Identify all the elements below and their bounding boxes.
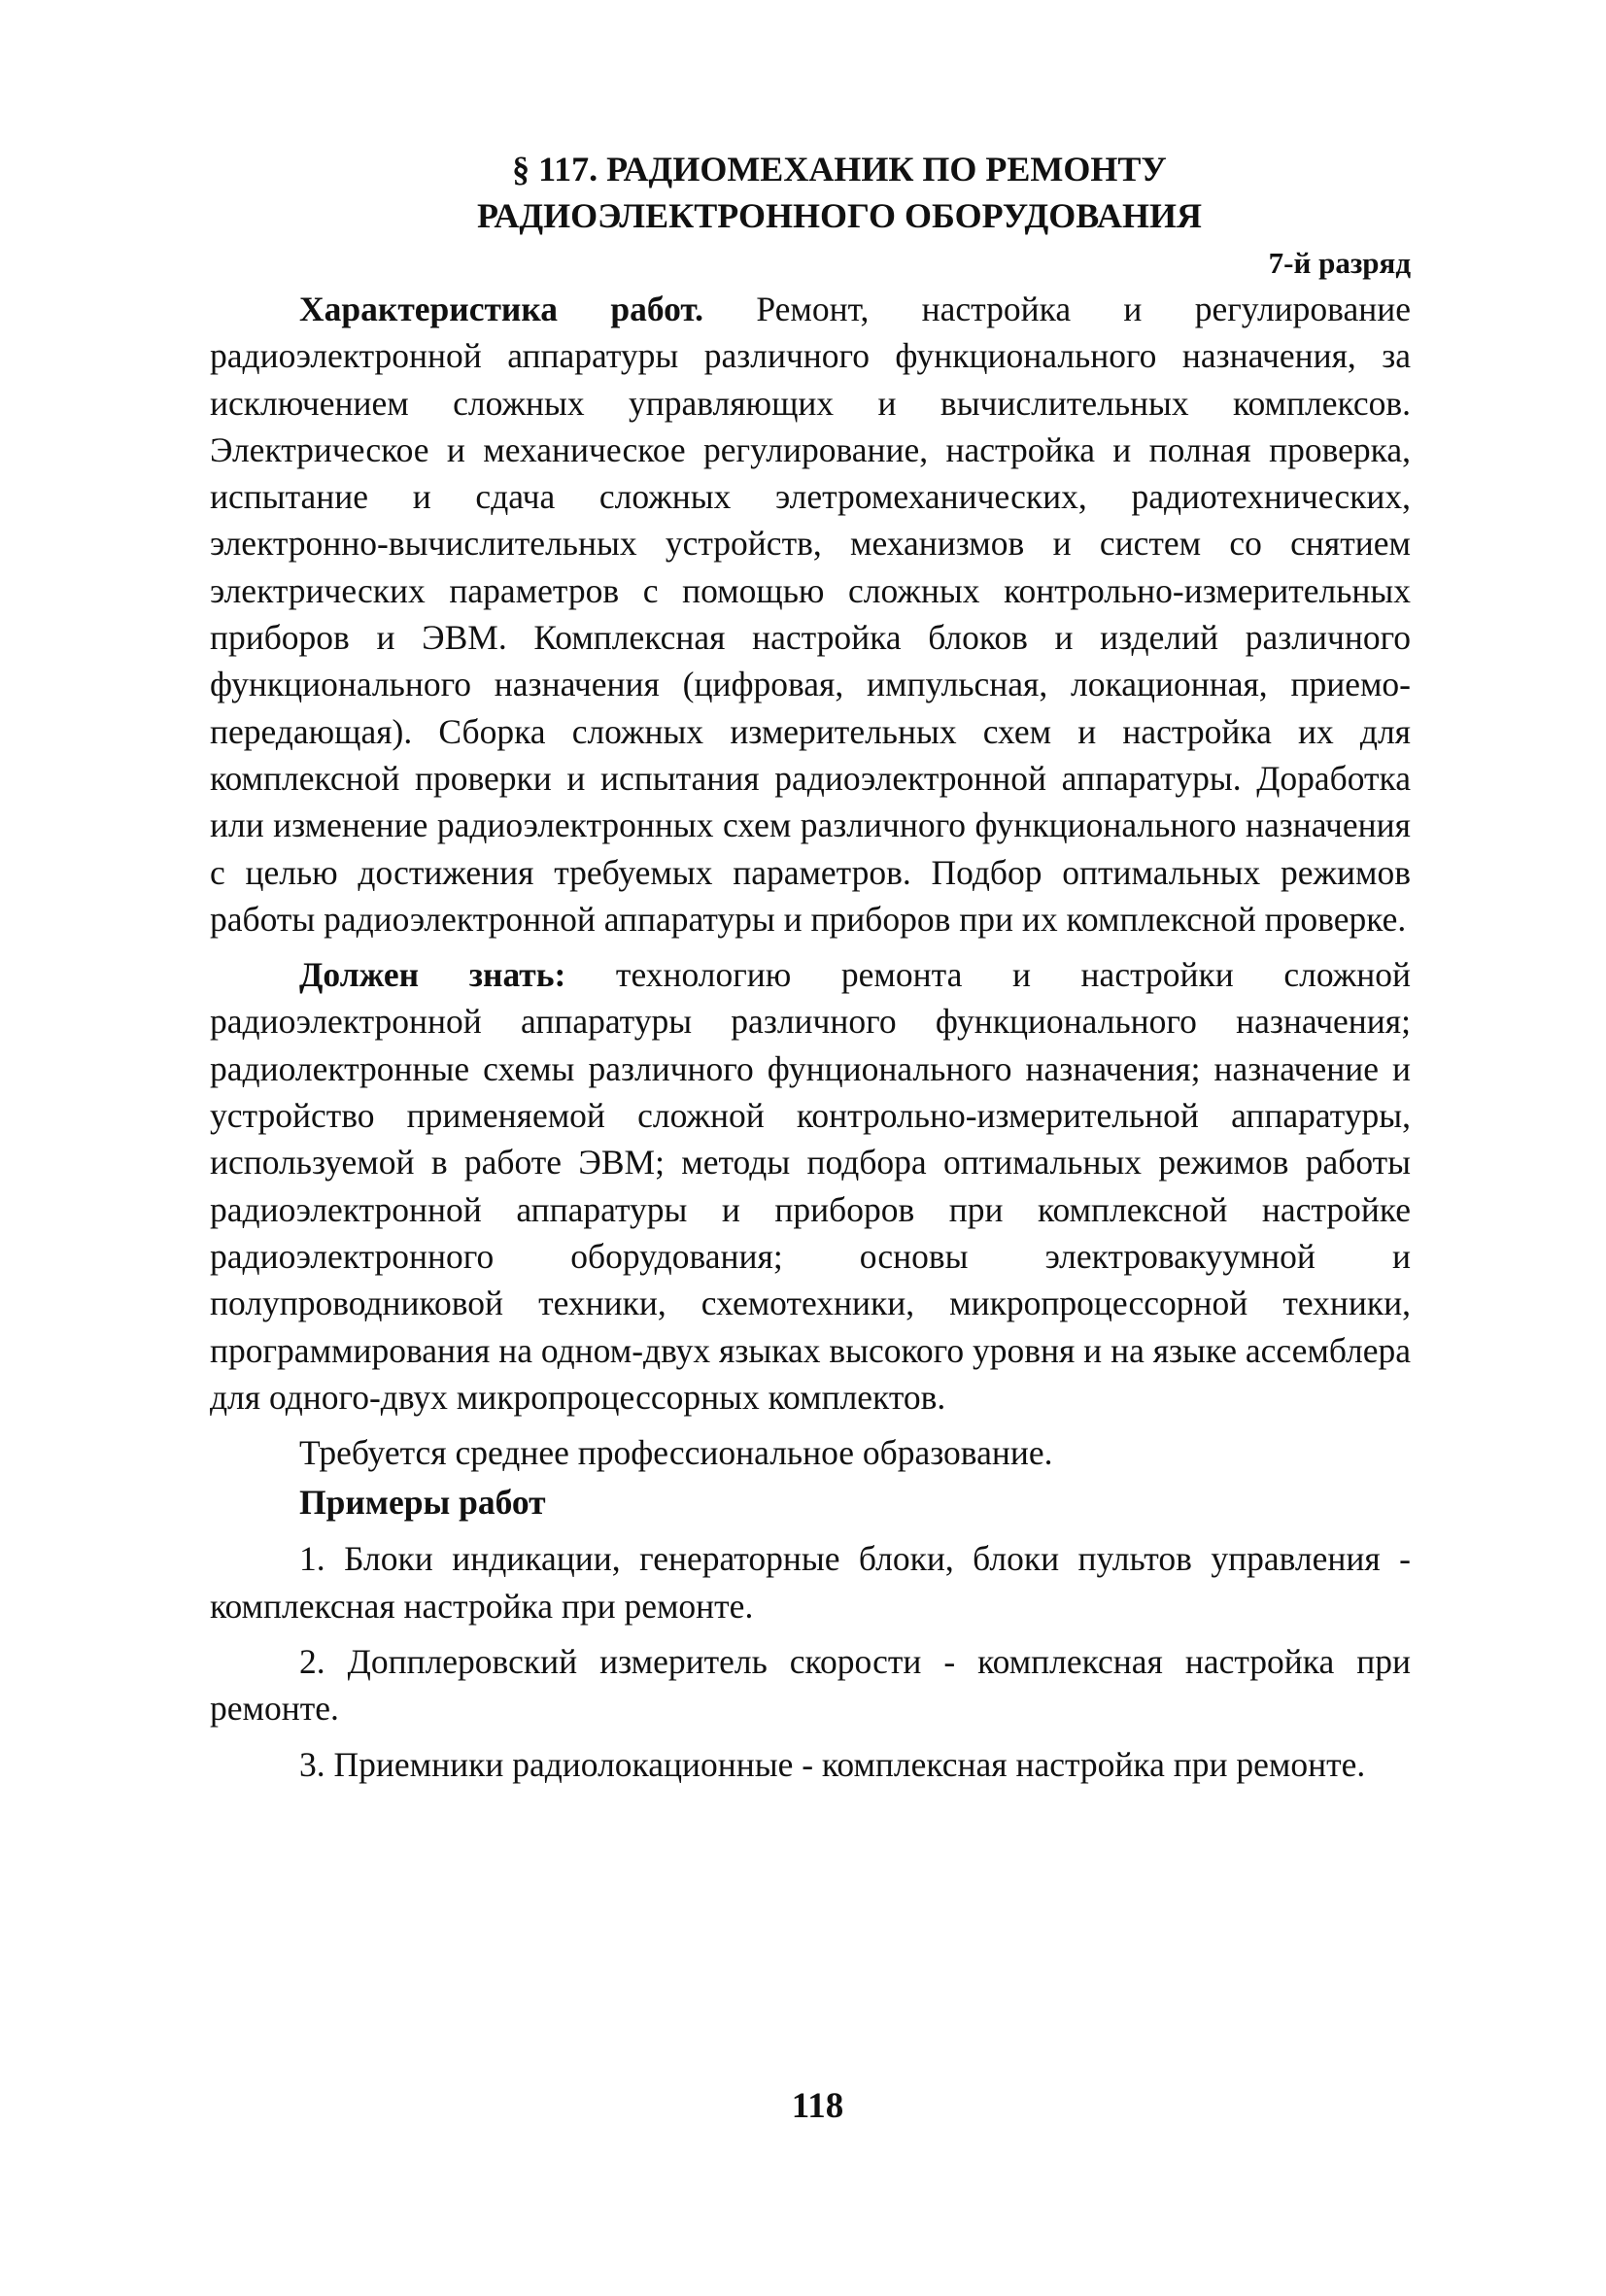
section-heading-line-2: РАДИОЭЛЕКТРОННОГО ОБОРУДОВАНИЯ bbox=[477, 196, 1202, 235]
education-paragraph: Требуется среднее профессиональное образование. bbox=[299, 1433, 1053, 1473]
characteristics-lead: Характеристика работ. bbox=[299, 290, 704, 328]
section-heading bbox=[210, 146, 1411, 239]
characteristics-text: Ремонт, настройка и регулирование радиоэлектронной аппаратуры различного функционального назначения, за исключением сложных управляющих и вычислительных комплексов. Электрическое и механическое регулирование, настройка и полная проверка, испытание и сдача сложных элетромеханических, радиотехнических, электронно-вычислительных устройств, механизмов и систем со снятием электрических параметров с помощью сложных контрольно-измерительных приборов и ЭВМ. Комплексная настройка блоков и изделий различного функционального назначения (цифровая, импульсная, локационная, приемо-передающая). Сборка сложных измерительных схем и настройка их для комплексной проверки и испытания радиоэлектронной аппаратуры. Доработка или изменение радиоэлектронных схем различного функционального назначения с целью достижения требуемых параметров. Подбор оптимальных режимов работы радиоэлектронной аппаратуры и приборов при их комплексной проверке. bbox=[210, 290, 1411, 939]
example-item: 2. Допплеровский измеритель скорости - комплексная настройка при ремонте. bbox=[210, 1642, 1411, 1729]
grade-label: 7-й разряд bbox=[1268, 246, 1411, 280]
example-item: 3. Приемники радиолокационные - комплексная настройка при ремонте. bbox=[299, 1744, 1366, 1784]
examples-heading: Примеры работ bbox=[299, 1483, 546, 1523]
knowledge-lead: Должен знать: bbox=[299, 955, 566, 995]
knowledge-text: технологию ремонта и настройки сложной радиоэлектронной аппаратуры различного функционального назначения; радиолектронные схемы различного фунционального назначения; назначение и устройство применяемой сложной контрольно-измерительной аппаратуры, используемой в работе ЭВМ; методы подбора оптимальных режимов работы радиоэлектронной аппаратуры и приборов при комплексной настройке радиоэлектронного оборудования; основы электровакуумной и полупроводниковой техники, схемотехники, микропроцессорной техники, программирования на одном-двух языках высокого уровня и на языке ассемблера для одного-двух микропроцессорных комплектов. bbox=[210, 955, 1411, 1417]
characteristics-paragraph bbox=[210, 286, 1411, 942]
knowledge-paragraph bbox=[210, 951, 1411, 1421]
text-block bbox=[210, 146, 1411, 1788]
page-number: 118 bbox=[791, 2086, 844, 2126]
example-item: 1. Блоки индикации, генераторные блоки, блоки пультов управления - комплексная настройка при ремонте. bbox=[210, 1539, 1411, 1626]
section-heading-line-1: § 117. РАДИОМЕХАНИК ПО РЕМОНТУ bbox=[512, 150, 1167, 188]
